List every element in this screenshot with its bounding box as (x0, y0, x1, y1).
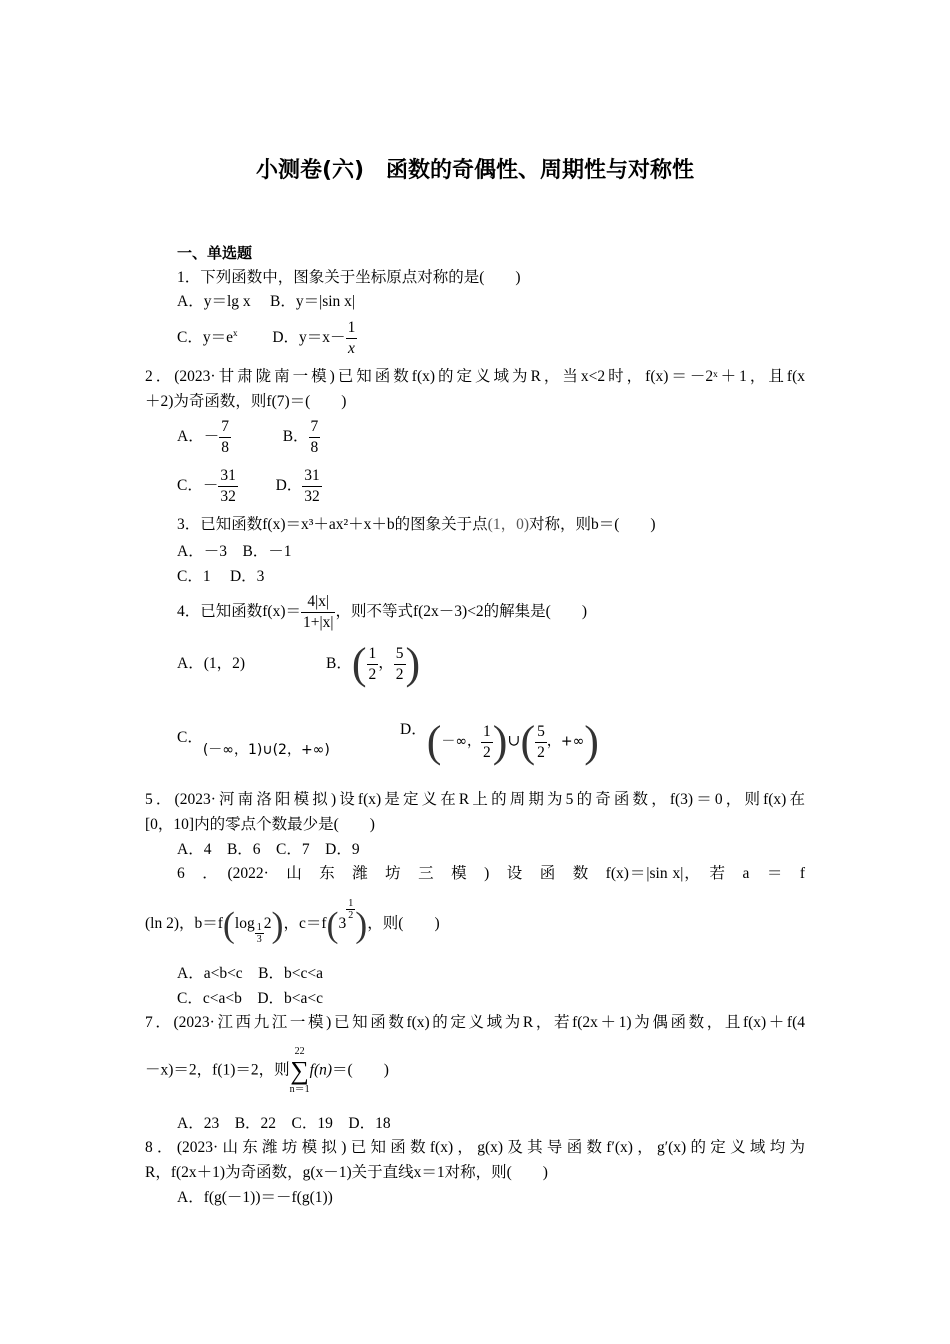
question-7-line-1: 7．(2023·江西九江一模)已知函数f(x)的定义域为R，若f(2x＋1)为偶函数，且f(x)＋f(4 (145, 1014, 805, 1031)
question-8-option-a: A．f(g(－1))＝－f(g(1)) (177, 1189, 333, 1206)
question-5-line-1: 5．(2023·河南洛阳模拟)设f(x)是定义在R上的周期为5的奇函数，f(3)＝0，则f(x)在 (145, 791, 805, 808)
question-2-line-2: ＋2)为奇函数，则f(7)＝( ) (145, 393, 347, 410)
page-title: 小测卷(六) 函数的奇偶性、周期性与对称性 (255, 158, 695, 183)
question-4-option-c: C．(－∞，1)∪(2，+∞) (177, 729, 330, 758)
question-4-option-b: B．( $\frac{1}{2}$ ， $\frac{5}{2}$ ) (326, 639, 421, 688)
question-4-option-a: A．(1，2) (177, 655, 246, 672)
question-6-options-cd: C．c<a<b D．b<a<c (177, 990, 324, 1007)
section-heading: 一、单选题 (177, 244, 253, 262)
question-6-line-1: 6 ． (2022· 山 东 潍 坊 三 模 ) 设 函 数 f(x)＝|sin x|， 若 a ＝ f (177, 865, 805, 882)
question-5-line-2: [0，10]内的零点个数最少是( ) (145, 816, 375, 833)
question-1-stem: 1．下列函数中，图象关于坐标原点对称的是( ) (177, 269, 521, 286)
q1-option-a: A．y＝lg x (177, 293, 251, 310)
question-4-stem: 4．已知函数f(x)＝ $\frac{4|x|}{1+|x|}$ ，则不等式f(2x－3)<2的解集是( ) (177, 593, 588, 631)
question-1-options-ab (177, 292, 355, 312)
question-1-options-cd (177, 318, 357, 359)
question-5-options: A．4 B．6 C．7 D．9 (177, 841, 360, 858)
question-2-options-ab: A．－ $\frac{7}{8}$ B． $\frac{7}{8}$ (177, 418, 319, 456)
question-4-option-d: D．(－∞， $\frac{1}{2}$ )∪( $\frac{5}{2}$ ，+∞) (400, 717, 599, 766)
question-6-options-ab: A．a<b<c B．b<c<a (177, 965, 324, 982)
q1-option-c: C．$y=e^x$ (177, 328, 238, 347)
question-2-options-cd: C．－ $\frac{31}{32}$ D． $\frac{31}{32}$ (177, 467, 320, 505)
q1-option-b: B．y＝|sin x| (270, 293, 356, 310)
question-8-line-1: 8．(2023·山东潍坊模拟)已知函数f(x)，g(x)及其导函数f′(x)，g′(x)的定义域均为 (145, 1139, 805, 1156)
question-3-options-ab: A．－3 B．－1 (177, 543, 292, 560)
question-6-line-2: (ln 2)，b＝f(log $\frac{1}{3}$ 2)，c＝f(3 $\frac{1}{2}$ )，则( ) (145, 898, 440, 945)
q1-option-d: D．y＝x－ $\frac{1}{x}$ (272, 319, 356, 357)
question-7-line-2: －x)＝2，f(1)＝2，则 22 ∑ n＝1 f(n)＝( ) (145, 1046, 389, 1095)
question-8-line-2: R，f(2x＋1)为奇函数，g(x－1)关于直线x＝1对称，则( ) (145, 1164, 548, 1181)
question-2-line-1: 2．(2023·甘肃陇南一模)已知函数f(x)的定义域为R，当x<2时，f(x)＝－2ˣ＋1，且f(x (145, 368, 805, 385)
question-3-stem: 3．已知函数f(x)＝x³＋ax²＋x＋b的图象关于点(1，0)对称，则b＝( ) (177, 516, 656, 533)
question-7-options: A．23 B．22 C．19 D．18 (177, 1115, 391, 1132)
question-3-options-cd: C．1 D．3 (177, 568, 265, 585)
